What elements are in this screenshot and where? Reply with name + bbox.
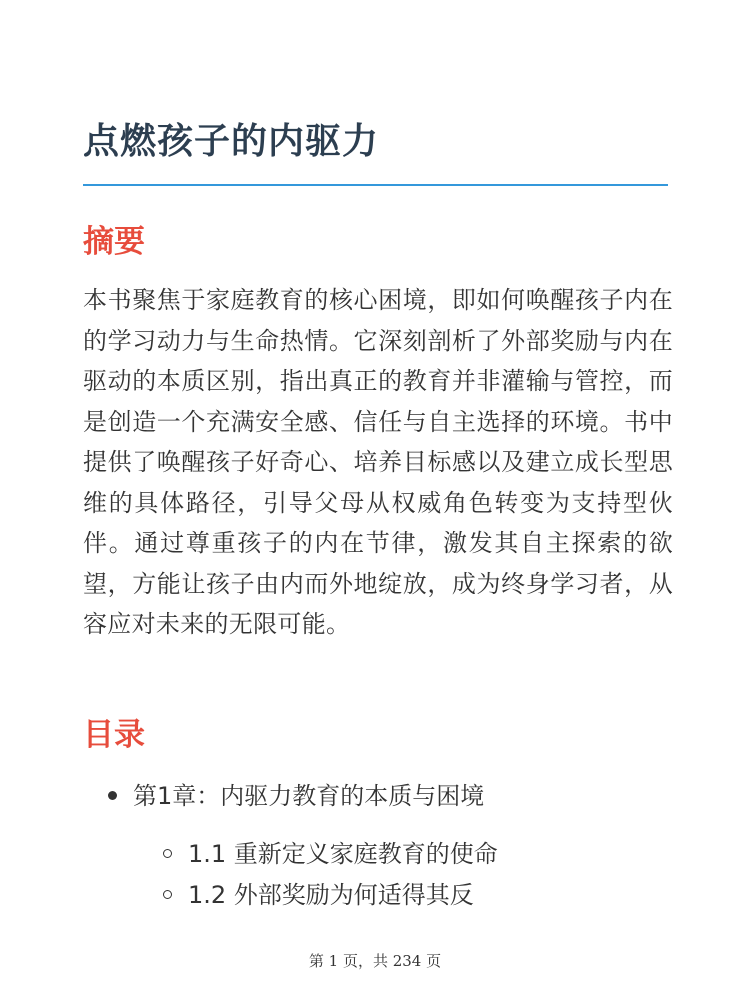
toc-section-item bbox=[163, 875, 474, 915]
page-number-footer: 第 1 页，共 234 页 bbox=[308, 952, 442, 970]
toc-section-item bbox=[163, 834, 498, 874]
toc-heading: 目录 bbox=[83, 717, 145, 753]
toc-section-label: 1.1 重新定义家庭教育的使命 bbox=[188, 840, 498, 868]
bullet-circle-icon bbox=[163, 849, 172, 858]
toc-chapter-item bbox=[108, 776, 484, 816]
summary-paragraph: 本书聚焦于家庭教育的核心困境，即如何唤醒孩子内在的学习动力与生命热情。它深刻剖析了外部奖励与内在驱动的本质区别，指出真正的教育并非灌输与管控，而是创造一个充满安全感、信任与自主选择的环境。书中提供了唤醒孩子好奇心、培养目标感以及建立成长型思维的具体路径，引导父母从权威角色转变为支持型伙伴。通过尊重孩子的内在节律，激发其自主探索的欲望，方能让孩子由内而外地绽放，成为终身学习者，从容应对未来的无限可能。 bbox=[83, 286, 673, 638]
title-divider bbox=[83, 184, 668, 186]
bullet-circle-icon bbox=[163, 890, 172, 899]
document-title: 点燃孩子的内驱力 bbox=[83, 121, 380, 162]
toc-section-label: 1.2 外部奖励为何适得其反 bbox=[188, 881, 474, 909]
summary-heading: 摘要 bbox=[83, 224, 145, 260]
toc-chapter-label: 第1章：内驱力教育的本质与困境 bbox=[133, 782, 485, 810]
bullet-disc-icon bbox=[108, 791, 117, 800]
